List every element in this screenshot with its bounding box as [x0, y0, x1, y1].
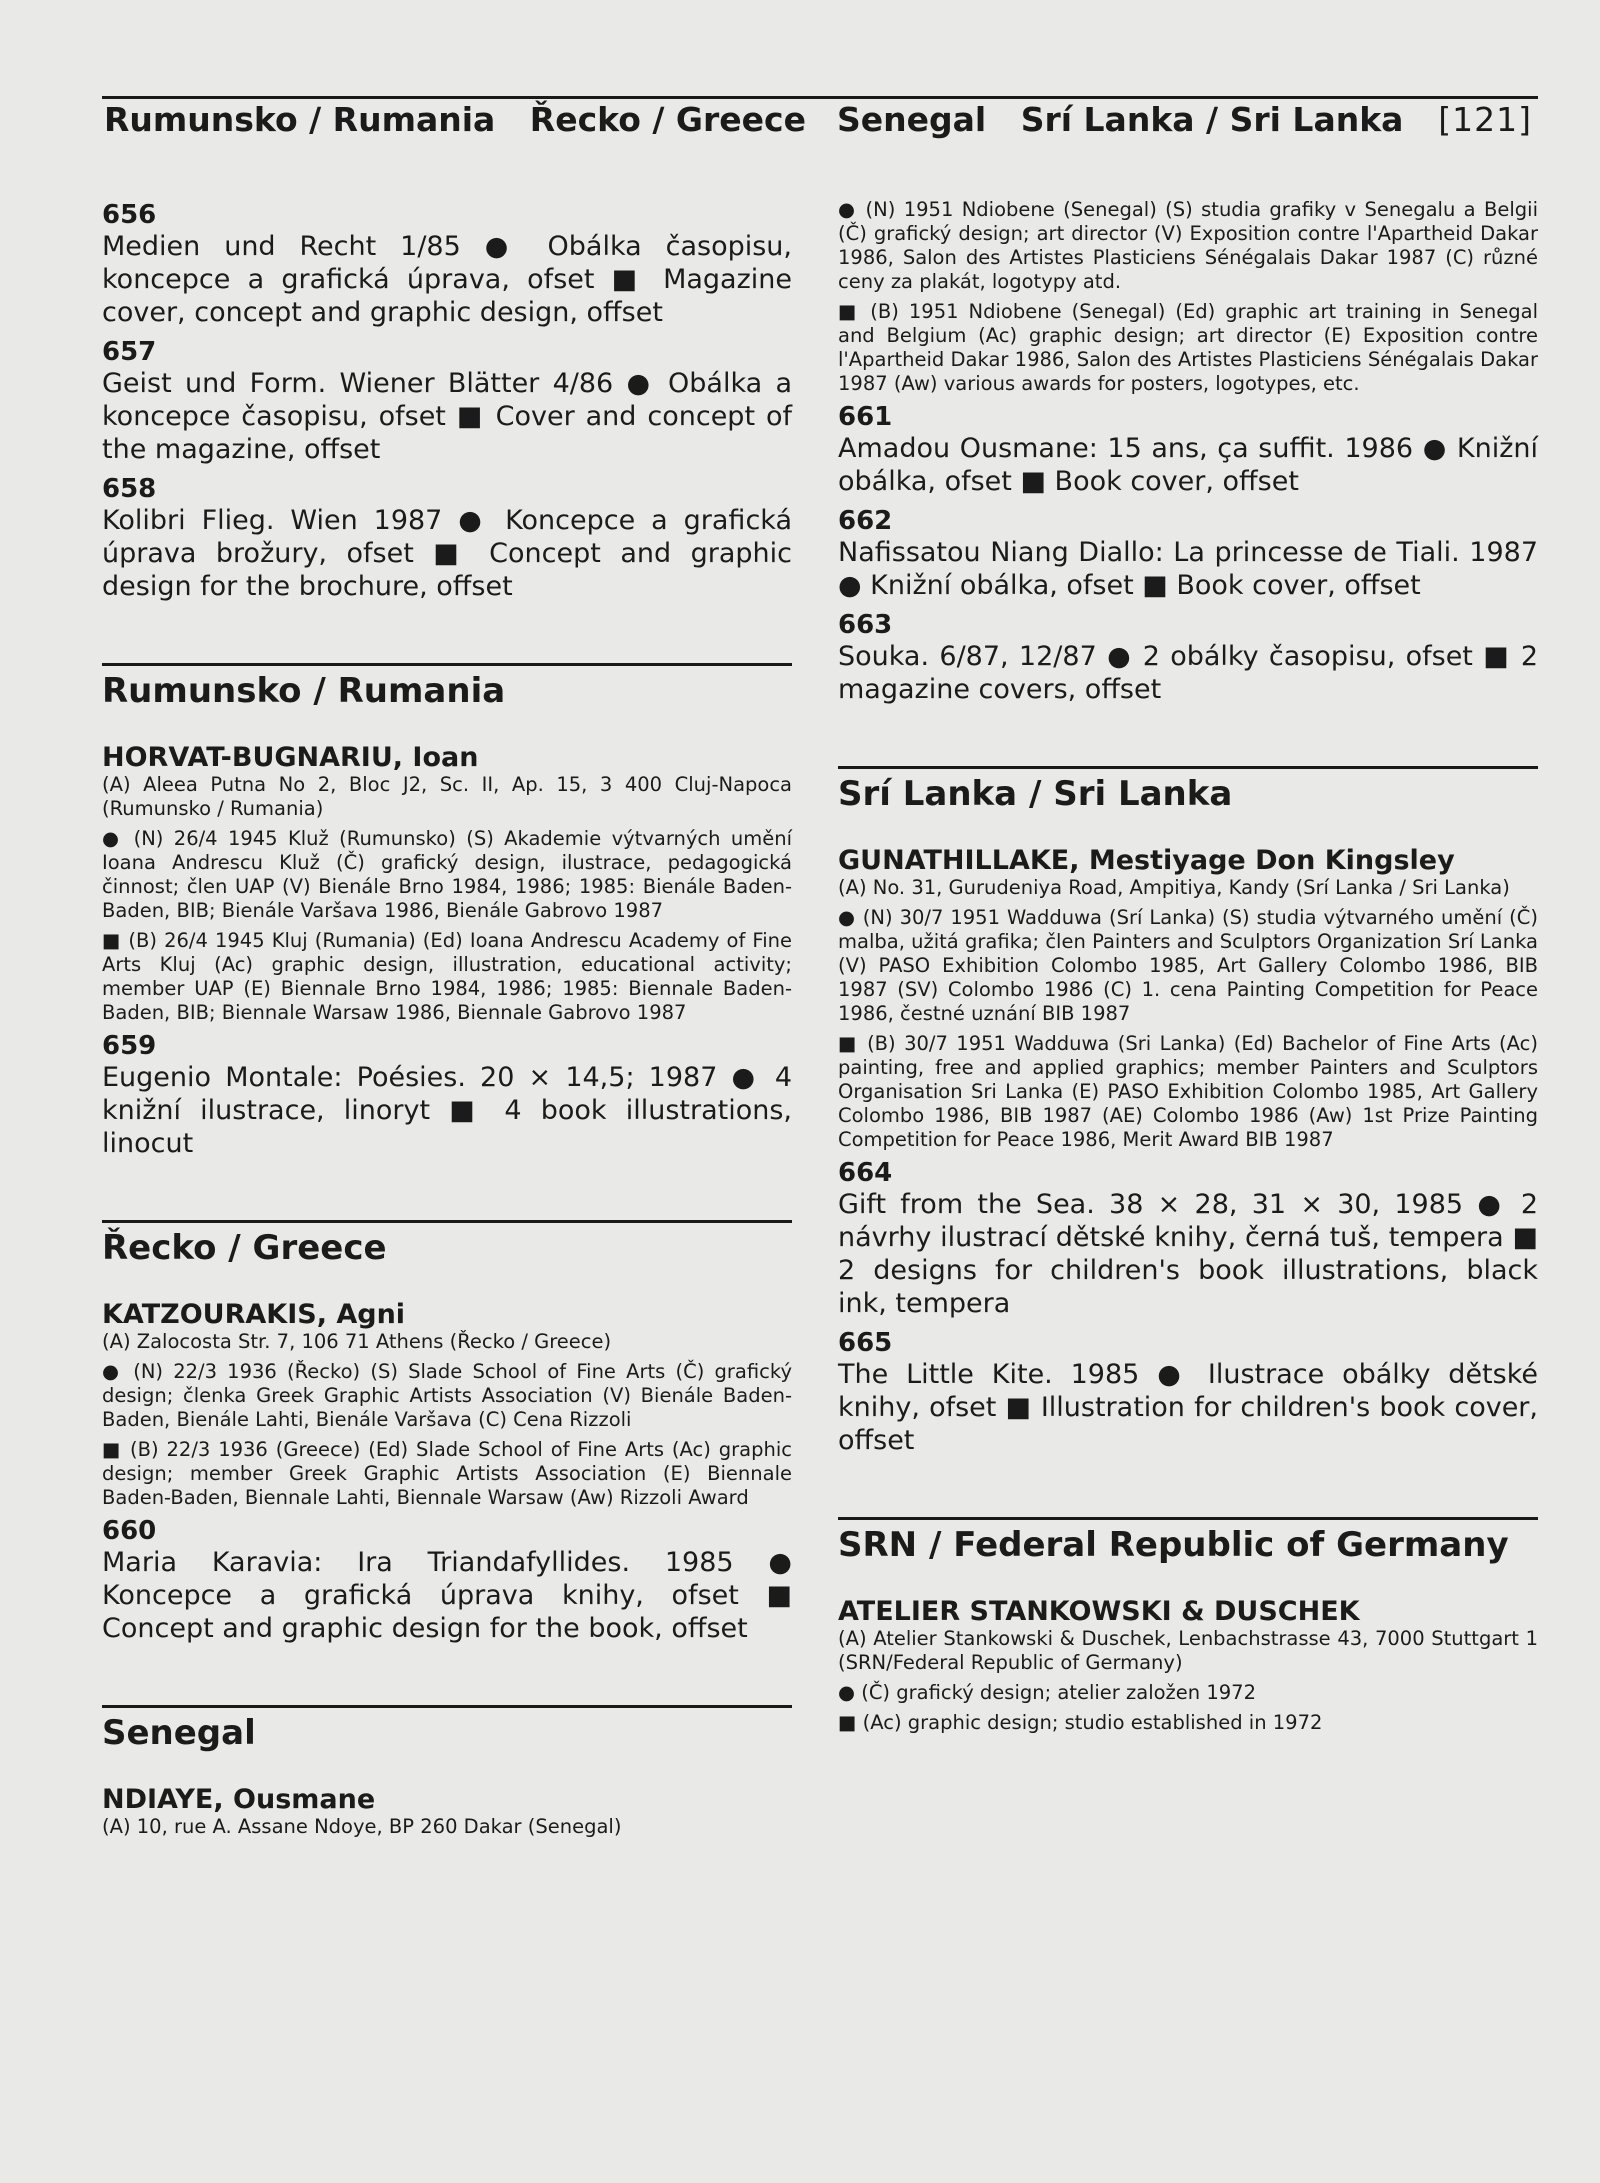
- entry-number: 660: [102, 1516, 157, 1546]
- header-rule: [102, 96, 1538, 99]
- right-column: [838, 198, 1538, 1741]
- entry-text: Souka. 6/87, 12/87 ● 2 obálky časopisu, ofset ■ 2 magazine covers, offset: [838, 641, 1538, 705]
- artist-bio-cz: ● (N) 30/7 1951 Wadduwa (Srí Lanka) (S) studia výtvarného umění (Č) malba, užitá grafika; člen Painters and Sculptors Organization Srí Lanka (V) PASO Exhibition Colombo 1985, Art Gallery Colombo 1986, BIB 1987 (SV) Colombo 1986 (C) 1. cena Painting Competition for Peace 1986, čestné uznání BIB 1987: [838, 906, 1538, 1025]
- artist-name: HORVAT-BUGNARIU, Ioan: [102, 742, 479, 773]
- entry-text: Medien und Recht 1/85 ● Obálka časopisu, koncepce a grafická úprava, ofset ■ Magazine cover, concept and graphic design, offset: [102, 231, 792, 328]
- left-column: [102, 200, 792, 1845]
- artist-bio-en: ■ (B) 26/4 1945 Kluj (Rumania) (Ed) Ioana Andrescu Academy of Fine Arts Kluj (Ac) graphic design, illustration, educational activity; member UAP (E) Biennale Brno 1984, 1986; 1985: Biennale Baden-Baden, BIB; Biennale Warsaw 1986, Biennale Gabrovo 1987: [102, 929, 792, 1024]
- section-title: Srí Lanka / Sri Lanka: [838, 774, 1233, 814]
- artist-address: (A) Zalocosta Str. 7, 106 71 Athens (Řecko / Greece): [102, 1330, 612, 1353]
- header-right: Senegal Srí Lanka / Sri Lanka: [837, 100, 1404, 139]
- catalog-entry: [102, 1516, 792, 1645]
- catalog-entry: [838, 402, 1538, 498]
- catalog-entry: [838, 1158, 1538, 1320]
- artist-bio-en: ■ (B) 22/3 1936 (Greece) (Ed) Slade School of Fine Arts (Ac) graphic design; member Greek Graphic Artists Association (E) Biennale Baden-Baden, Biennale Lahti, Biennale Warsaw (Aw) Rizzoli Award: [102, 1438, 792, 1509]
- section-rumania: [102, 663, 792, 1160]
- section-germany: [838, 1517, 1538, 1735]
- running-header: [102, 100, 1538, 150]
- catalog-entry: [102, 200, 792, 329]
- section-senegal: [102, 1705, 792, 1839]
- catalog-entry: [102, 474, 792, 603]
- section-srilanka: [838, 766, 1538, 1457]
- section-greece: [102, 1220, 792, 1645]
- entry-text: Maria Karavia: Ira Triandafyllides. 1985 ● Koncepce a grafická úprava knihy, ofset ■ Concept and graphic design for the book, offset: [102, 1547, 792, 1644]
- catalog-entry: [838, 506, 1538, 602]
- entry-number: 658: [102, 474, 157, 504]
- entry-text: Gift from the Sea. 38 × 28, 31 × 30, 1985 ● 2 návrhy ilustrací dětské knihy, černá tuš, tempera ■ 2 designs for children's book illustrations, black ink, tempera: [838, 1189, 1538, 1319]
- artist-address: (A) Aleea Putna No 2, Bloc J2, Sc. II, Ap. 15, 3 400 Cluj-Napoca (Rumunsko / Rumania): [102, 773, 792, 820]
- entry-number: 665: [838, 1328, 893, 1358]
- catalog-entry: [838, 610, 1538, 706]
- entry-text: Geist und Form. Wiener Blätter 4/86 ● Obálka a koncepce časopisu, ofset ■ Cover and concept of the magazine, offset: [102, 368, 792, 465]
- entry-number: 662: [838, 506, 893, 536]
- entry-number: 663: [838, 610, 893, 640]
- artist-bio-en: ■ (Ac) graphic design; studio established in 1972: [838, 1711, 1323, 1734]
- catalog-entry: [102, 337, 792, 466]
- section-title: Řecko / Greece: [102, 1228, 387, 1268]
- artist-bio-cz: ● (N) 22/3 1936 (Řecko) (S) Slade School of Fine Arts (Č) grafický design; členka Greek Graphic Artists Association (V) Bienále Baden-Baden, Bienále Lahti, Bienále Varšava (C) Cena Rizzoli: [102, 1360, 792, 1431]
- entry-number: 661: [838, 402, 893, 432]
- artist-bio-cz: ● (N) 1951 Ndiobene (Senegal) (S) studia grafiky v Senegalu a Belgii (Č) grafický design; art director (V) Exposition contre l'Apartheid Dakar 1986, Salon des Artistes Plasticiens Sénégalais Dakar 1987 (C) různé ceny za plakát, logotypy atd.: [838, 198, 1538, 293]
- artist-bio-cz: ● (Č) grafický design; atelier založen 1972: [838, 1681, 1256, 1704]
- section-title: Rumunsko / Rumania: [102, 671, 506, 711]
- artist-bio-en: ■ (B) 1951 Ndiobene (Senegal) (Ed) graphic art training in Senegal and Belgium (Ac) graphic design; art director (E) Exposition contre l'Apartheid Dakar 1986, Salon des Artistes Plasticiens Sénégalais Dakar 1987 (Aw) various awards for posters, logotypes, etc.: [838, 300, 1538, 395]
- artist-address: (A) Atelier Stankowski & Duschek, Lenbachstrasse 43, 7000 Stuttgart 1 (SRN/Federal Republic of Germany): [838, 1627, 1538, 1674]
- section-title: Senegal: [102, 1713, 256, 1753]
- artist-bio-en: ■ (B) 30/7 1951 Wadduwa (Sri Lanka) (Ed) Bachelor of Fine Arts (Ac) painting, free and applied graphics; member Painters and Sculptors Organisation Sri Lanka (E) PASO Exhibition Colombo 1985, Art Gallery Colombo 1986, BIB 1987 (AE) Colombo 1986 (Aw) 1st Prize Painting Competition for Peace 1986, Merit Award BIB 1987: [838, 1032, 1538, 1151]
- entry-text: Eugenio Montale: Poésies. 20 × 14,5; 1987 ● 4 knižní ilustrace, linoryt ■ 4 book illustrations, linocut: [102, 1062, 792, 1159]
- entry-text: Nafissatou Niang Diallo: La princesse de Tiali. 1987 ● Knižní obálka, ofset ■ Book cover, offset: [838, 537, 1538, 601]
- artist-address: (A) No. 31, Gurudeniya Road, Ampitiya, Kandy (Srí Lanka / Sri Lanka): [838, 876, 1510, 899]
- entry-number: 659: [102, 1031, 157, 1061]
- catalog-entry: [102, 1031, 792, 1160]
- entry-number: 664: [838, 1158, 893, 1188]
- section-title: SRN / Federal Republic of Germany: [838, 1525, 1509, 1565]
- header-left: Rumunsko / Rumania Řecko / Greece: [104, 100, 806, 139]
- entry-text: The Little Kite. 1985 ● Ilustrace obálky dětské knihy, ofset ■ Illustration for children's book cover, offset: [838, 1359, 1538, 1456]
- entry-text: Kolibri Flieg. Wien 1987 ● Koncepce a grafická úprava brožury, ofset ■ Concept and graphic design for the brochure, offset: [102, 505, 792, 602]
- catalog-entry: [838, 1328, 1538, 1457]
- artist-bio-cz: ● (N) 26/4 1945 Kluž (Rumunsko) (S) Akademie výtvarných umění Ioana Andrescu Kluž (Č) grafický design, ilustrace, pedagogická činnost; člen UAP (V) Bienále Brno 1984, 1986; 1985: Bienále Baden-Baden, BIB; Bienále Varšava 1986, Bienále Gabrovo 1987: [102, 827, 792, 922]
- artist-name: ATELIER STANKOWSKI & DUSCHEK: [838, 1596, 1360, 1627]
- artist-address: (A) 10, rue A. Assane Ndoye, BP 260 Dakar (Senegal): [102, 1815, 622, 1838]
- entry-number: 656: [102, 200, 157, 230]
- page-number: [121]: [1438, 100, 1532, 139]
- artist-name: KATZOURAKIS, Agni: [102, 1299, 406, 1330]
- entry-number: 657: [102, 337, 157, 367]
- artist-name: GUNATHILLAKE, Mestiyage Don Kingsley: [838, 845, 1455, 876]
- entry-text: Amadou Ousmane: 15 ans, ça suffit. 1986 ● Knižní obálka, ofset ■ Book cover, offset: [838, 433, 1538, 497]
- artist-name: NDIAYE, Ousmane: [102, 1784, 376, 1815]
